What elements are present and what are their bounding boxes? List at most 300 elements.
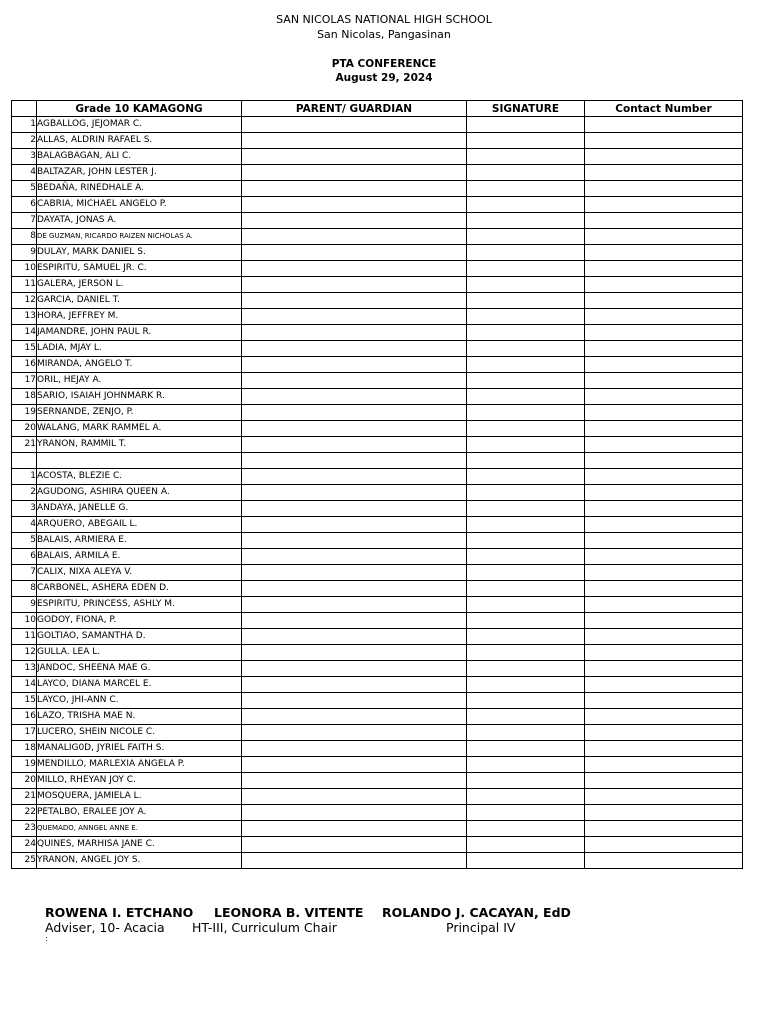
signature-cell: [467, 757, 585, 773]
row-number: 8: [12, 581, 37, 597]
signature-cell: [467, 533, 585, 549]
row-number: 18: [12, 389, 37, 405]
contact-number-cell: [585, 501, 743, 517]
parent-guardian-cell: [242, 533, 467, 549]
parent-guardian-cell: [242, 245, 467, 261]
row-number: 16: [12, 357, 37, 373]
parent-guardian-cell: [242, 725, 467, 741]
student-name: QUINES, MARHISA JANE C.: [37, 837, 242, 853]
student-name: MENDILLO, MARLEXIA ANGELA P.: [37, 757, 242, 773]
student-name: CARBONEL, ASHERA EDEN D.: [37, 581, 242, 597]
parent-guardian-cell: [242, 805, 467, 821]
row-number: 1: [12, 469, 37, 485]
table-row: [12, 597, 743, 613]
signature-cell: [467, 789, 585, 805]
parent-guardian-cell: [242, 213, 467, 229]
student-name: GODOY, FIONA, P.: [37, 613, 242, 629]
student-name: DAYATA, JONAS A.: [37, 213, 242, 229]
signature-cell: [467, 117, 585, 133]
row-number: 18: [12, 741, 37, 757]
table-row: [12, 341, 743, 357]
student-name: GALERA, JERSON L.: [37, 277, 242, 293]
contact-number-cell: [585, 677, 743, 693]
table-row: [12, 613, 743, 629]
student-name: GARCIA, DANIEL T.: [37, 293, 242, 309]
table-row: [12, 437, 743, 453]
table-row: [12, 197, 743, 213]
table-row: [12, 261, 743, 277]
contact-number-cell: [585, 213, 743, 229]
table-row: [12, 533, 743, 549]
contact-number-cell: [585, 613, 743, 629]
row-number: 21: [12, 789, 37, 805]
signature-cell: [467, 405, 585, 421]
parent-guardian-cell: [242, 597, 467, 613]
student-name: QUEMADO, ANNGEL ANNE E.: [37, 821, 242, 837]
row-number: 10: [12, 613, 37, 629]
row-number: 19: [12, 405, 37, 421]
parent-guardian-cell: [242, 709, 467, 725]
signature-cell: [467, 549, 585, 565]
column-header-signature: SIGNATURE: [467, 101, 585, 117]
row-number: 14: [12, 677, 37, 693]
contact-number-cell: [585, 517, 743, 533]
signature-cell: [467, 341, 585, 357]
parent-guardian-cell: [242, 821, 467, 837]
row-number: 20: [12, 421, 37, 437]
contact-number-cell: [585, 565, 743, 581]
contact-number-cell: [585, 261, 743, 277]
table-row: [12, 213, 743, 229]
parent-guardian-cell: [242, 277, 467, 293]
student-name: SERNANDE, ZENJO, P.: [37, 405, 242, 421]
contact-number-cell: [585, 293, 743, 309]
table-row: [12, 421, 743, 437]
contact-number-cell: [585, 597, 743, 613]
signature-cell: [467, 149, 585, 165]
student-name: BALAGBAGAN, ALI C.: [37, 149, 242, 165]
contact-number-cell: [585, 805, 743, 821]
row-number: 15: [12, 693, 37, 709]
parent-guardian-cell: [242, 837, 467, 853]
row-number: 2: [12, 485, 37, 501]
student-name: YRANON, ANGEL JOY S.: [37, 853, 242, 869]
contact-number-cell: [585, 405, 743, 421]
table-row: [12, 693, 743, 709]
table-header-row: [12, 101, 743, 117]
signature-cell: [467, 437, 585, 453]
contact-number-cell: [585, 837, 743, 853]
signature-cell: [467, 517, 585, 533]
signature-cell: [467, 213, 585, 229]
signature-cell: [467, 565, 585, 581]
parent-guardian-cell: [242, 581, 467, 597]
table-row: [12, 677, 743, 693]
parent-guardian-cell: [242, 405, 467, 421]
signature-cell: [467, 821, 585, 837]
parent-guardian-cell: [242, 789, 467, 805]
signature-cell: [467, 389, 585, 405]
table-row: [12, 661, 743, 677]
parent-guardian-cell: [242, 133, 467, 149]
table-row: [12, 229, 743, 245]
row-number: 6: [12, 549, 37, 565]
signature-cell: [467, 421, 585, 437]
table-row: [12, 373, 743, 389]
parent-guardian-cell: [242, 389, 467, 405]
signature-cell: [467, 373, 585, 389]
column-header-contact: Contact Number: [585, 101, 743, 117]
signature-cell: [467, 853, 585, 869]
parent-guardian-cell: [242, 501, 467, 517]
parent-guardian-cell: [242, 325, 467, 341]
signature-cell: [467, 469, 585, 485]
parent-guardian-cell: [242, 437, 467, 453]
table-row: [12, 469, 743, 485]
contact-number-cell: [585, 197, 743, 213]
contact-number-cell: [585, 341, 743, 357]
parent-guardian-cell: [242, 629, 467, 645]
contact-number-cell: [585, 325, 743, 341]
table-row: [12, 709, 743, 725]
student-name: SARIO, ISAIAH JOHNMARK R.: [37, 389, 242, 405]
contact-number-cell: [585, 117, 743, 133]
row-number: 25: [12, 853, 37, 869]
signatory-role: HT-III, Curriculum Chair: [192, 920, 337, 935]
contact-number-cell: [585, 645, 743, 661]
signature-cell: [467, 629, 585, 645]
parent-guardian-cell: [242, 421, 467, 437]
signatory-adviser: [45, 905, 193, 935]
table-row: [12, 757, 743, 773]
student-name: YRANON, RAMMIL T.: [37, 437, 242, 453]
student-name: ARQUERO, ABEGAIL L.: [37, 517, 242, 533]
signature-cell: [467, 197, 585, 213]
school-location: San Nicolas, Pangasinan: [317, 28, 451, 41]
contact-number-cell: [585, 853, 743, 869]
signature-cell: [467, 613, 585, 629]
signature-cell: [467, 725, 585, 741]
row-number: 13: [12, 661, 37, 677]
contact-number-cell: [585, 693, 743, 709]
parent-guardian-cell: [242, 773, 467, 789]
student-name: DULAY, MARK DANIEL S.: [37, 245, 242, 261]
table-row: [12, 117, 743, 133]
row-number: [12, 453, 37, 469]
parent-guardian-cell: [242, 677, 467, 693]
contact-number-cell: [585, 485, 743, 501]
table-row: [12, 725, 743, 741]
contact-number-cell: [585, 661, 743, 677]
table-row: [12, 853, 743, 869]
row-number: 11: [12, 277, 37, 293]
row-number: 10: [12, 261, 37, 277]
row-number: 5: [12, 533, 37, 549]
signature-cell: [467, 773, 585, 789]
table-row: [12, 149, 743, 165]
row-number: 17: [12, 725, 37, 741]
row-number: 21: [12, 437, 37, 453]
table-row: [12, 485, 743, 501]
parent-guardian-cell: [242, 517, 467, 533]
number-column-header: [12, 101, 37, 117]
table-row: [12, 501, 743, 517]
contact-number-cell: [585, 453, 743, 469]
student-name: JAMANDRE, JOHN PAUL R.: [37, 325, 242, 341]
row-number: 19: [12, 757, 37, 773]
contact-number-cell: [585, 245, 743, 261]
student-name: BALTAZAR, JOHN LESTER J.: [37, 165, 242, 181]
row-number: 22: [12, 805, 37, 821]
parent-guardian-cell: [242, 309, 467, 325]
parent-guardian-cell: [242, 613, 467, 629]
student-name: ANDAYA, JANELLE G.: [37, 501, 242, 517]
row-number: 20: [12, 773, 37, 789]
table-row: [12, 453, 743, 469]
parent-guardian-cell: [242, 645, 467, 661]
row-number: 4: [12, 517, 37, 533]
signature-cell: [467, 709, 585, 725]
contact-number-cell: [585, 725, 743, 741]
row-number: 4: [12, 165, 37, 181]
contact-number-cell: [585, 389, 743, 405]
student-name: LADIA, MJAY L.: [37, 341, 242, 357]
row-number: 16: [12, 709, 37, 725]
signature-cell: [467, 581, 585, 597]
row-number: 3: [12, 149, 37, 165]
row-number: 12: [12, 293, 37, 309]
signatory-name: ROLANDO J. CACAYAN, EdD: [382, 905, 571, 920]
signature-cell: [467, 181, 585, 197]
signatory-role: Adviser, 10- Acacia: [45, 920, 165, 935]
row-number: 23: [12, 821, 37, 837]
table-row: [12, 517, 743, 533]
parent-guardian-cell: [242, 293, 467, 309]
signature-cell: [467, 693, 585, 709]
contact-number-cell: [585, 469, 743, 485]
table-row: [12, 293, 743, 309]
contact-number-cell: [585, 533, 743, 549]
parent-guardian-cell: [242, 181, 467, 197]
student-name: ORIL, HEJAY A.: [37, 373, 242, 389]
row-number: 8: [12, 229, 37, 245]
signature-cell: [467, 245, 585, 261]
student-name: ALLAS, ALDRIN RAFAEL S.: [37, 133, 242, 149]
footer-mark: :: [45, 934, 48, 943]
table-row: [12, 181, 743, 197]
row-number: 24: [12, 837, 37, 853]
table-row: [12, 325, 743, 341]
row-number: 6: [12, 197, 37, 213]
student-name: WALANG, MARK RAMMEL A.: [37, 421, 242, 437]
contact-number-cell: [585, 277, 743, 293]
signatory-principal: [382, 905, 571, 935]
signatory-curriculum-chair: [192, 905, 363, 935]
contact-number-cell: [585, 133, 743, 149]
row-number: 14: [12, 325, 37, 341]
student-name: AGBALLOG, JEJOMAR C.: [37, 117, 242, 133]
table-row: [12, 549, 743, 565]
contact-number-cell: [585, 229, 743, 245]
table-row: [12, 629, 743, 645]
row-number: 9: [12, 597, 37, 613]
parent-guardian-cell: [242, 165, 467, 181]
event-date: August 29, 2024: [335, 72, 433, 84]
signature-cell: [467, 677, 585, 693]
student-name: MILLO, RHEYAN JOY C.: [37, 773, 242, 789]
table-row: [12, 389, 743, 405]
signature-cell: [467, 165, 585, 181]
parent-guardian-cell: [242, 661, 467, 677]
table-row: [12, 741, 743, 757]
signature-cell: [467, 133, 585, 149]
row-number: 9: [12, 245, 37, 261]
signature-cell: [467, 309, 585, 325]
parent-guardian-cell: [242, 229, 467, 245]
student-name: CABRIA, MICHAEL ANGELO P.: [37, 197, 242, 213]
table-row: [12, 837, 743, 853]
parent-guardian-cell: [242, 197, 467, 213]
student-name: BALAIS, ARMILA E.: [37, 549, 242, 565]
contact-number-cell: [585, 821, 743, 837]
parent-guardian-cell: [242, 549, 467, 565]
contact-number-cell: [585, 357, 743, 373]
student-name: GOLTIAO, SAMANTHA D.: [37, 629, 242, 645]
table-row: [12, 357, 743, 373]
signature-cell: [467, 261, 585, 277]
student-name: ESPIRITU, SAMUEL JR. C.: [37, 261, 242, 277]
contact-number-cell: [585, 789, 743, 805]
student-name: BEDAÑA, RINEDHALE A.: [37, 181, 242, 197]
signature-cell: [467, 741, 585, 757]
row-number: 3: [12, 501, 37, 517]
student-name: LAYCO, DIANA MARCEL E.: [37, 677, 242, 693]
contact-number-cell: [585, 757, 743, 773]
signature-cell: [467, 453, 585, 469]
contact-number-cell: [585, 421, 743, 437]
table-row: [12, 565, 743, 581]
row-number: 7: [12, 565, 37, 581]
signature-cell: [467, 645, 585, 661]
student-name: ACOSTA, BLEZIE C.: [37, 469, 242, 485]
signatory-name: LEONORA B. VITENTE: [214, 905, 364, 920]
student-name: BALAIS, ARMIERA E.: [37, 533, 242, 549]
student-name: PETALBO, ERALEE JOY A.: [37, 805, 242, 821]
table-row: [12, 821, 743, 837]
signatory-name: ROWENA I. ETCHANO: [45, 905, 194, 920]
table-row: [12, 165, 743, 181]
column-header-section: Grade 10 KAMAGONG: [37, 101, 242, 117]
contact-number-cell: [585, 181, 743, 197]
table-row: [12, 133, 743, 149]
contact-number-cell: [585, 165, 743, 181]
signature-cell: [467, 325, 585, 341]
signature-cell: [467, 277, 585, 293]
column-header-parent: PARENT/ GUARDIAN: [242, 101, 467, 117]
table-row: [12, 309, 743, 325]
student-name: JANDOC, SHEENA MAE G.: [37, 661, 242, 677]
contact-number-cell: [585, 773, 743, 789]
contact-number-cell: [585, 373, 743, 389]
student-name: LAYCO, JHI-ANN C.: [37, 693, 242, 709]
parent-guardian-cell: [242, 741, 467, 757]
parent-guardian-cell: [242, 565, 467, 581]
row-number: 17: [12, 373, 37, 389]
row-number: 13: [12, 309, 37, 325]
signature-cell: [467, 485, 585, 501]
signature-cell: [467, 805, 585, 821]
signatory-role: Principal IV: [446, 920, 516, 935]
table-row: [12, 581, 743, 597]
table-row: [12, 805, 743, 821]
student-name: MIRANDA, ANGELO T.: [37, 357, 242, 373]
parent-guardian-cell: [242, 693, 467, 709]
parent-guardian-cell: [242, 261, 467, 277]
parent-guardian-cell: [242, 853, 467, 869]
contact-number-cell: [585, 581, 743, 597]
student-name: LAZO, TRISHA MAE N.: [37, 709, 242, 725]
contact-number-cell: [585, 437, 743, 453]
student-name: MOSQUERA, JAMIELA L.: [37, 789, 242, 805]
signature-cell: [467, 357, 585, 373]
table-row: [12, 645, 743, 661]
row-number: 12: [12, 645, 37, 661]
parent-guardian-cell: [242, 117, 467, 133]
parent-guardian-cell: [242, 469, 467, 485]
student-name: LUCERO, SHEIN NICOLE C.: [37, 725, 242, 741]
student-name: MANALIG0D, JYRIEL FAITH S.: [37, 741, 242, 757]
student-name: HORA, JEFFREY M.: [37, 309, 242, 325]
row-number: 7: [12, 213, 37, 229]
signature-cell: [467, 837, 585, 853]
row-number: 2: [12, 133, 37, 149]
contact-number-cell: [585, 549, 743, 565]
parent-guardian-cell: [242, 149, 467, 165]
event-title: PTA CONFERENCE: [331, 58, 437, 70]
contact-number-cell: [585, 709, 743, 725]
table-row: [12, 789, 743, 805]
parent-guardian-cell: [242, 373, 467, 389]
table-row: [12, 277, 743, 293]
student-name: DE GUZMAN, RICARDO RAIZEN NICHOLAS A.: [37, 229, 242, 245]
student-name: GULLA. LEA L.: [37, 645, 242, 661]
contact-number-cell: [585, 629, 743, 645]
signature-cell: [467, 661, 585, 677]
school-name: SAN NICOLAS NATIONAL HIGH SCHOOL: [276, 13, 492, 26]
student-name: CALIX, NIXA ALEYA V.: [37, 565, 242, 581]
row-number: 15: [12, 341, 37, 357]
signature-cell: [467, 293, 585, 309]
table-row: [12, 773, 743, 789]
row-number: 5: [12, 181, 37, 197]
parent-guardian-cell: [242, 485, 467, 501]
table-body: [12, 117, 743, 869]
table-row: [12, 245, 743, 261]
student-name: [37, 453, 242, 469]
row-number: 11: [12, 629, 37, 645]
table-row: [12, 405, 743, 421]
parent-guardian-cell: [242, 341, 467, 357]
parent-guardian-cell: [242, 453, 467, 469]
signature-cell: [467, 229, 585, 245]
parent-guardian-cell: [242, 757, 467, 773]
signature-cell: [467, 597, 585, 613]
attendance-table: [11, 100, 743, 869]
signature-cell: [467, 501, 585, 517]
parent-guardian-cell: [242, 357, 467, 373]
row-number: 1: [12, 117, 37, 133]
contact-number-cell: [585, 149, 743, 165]
